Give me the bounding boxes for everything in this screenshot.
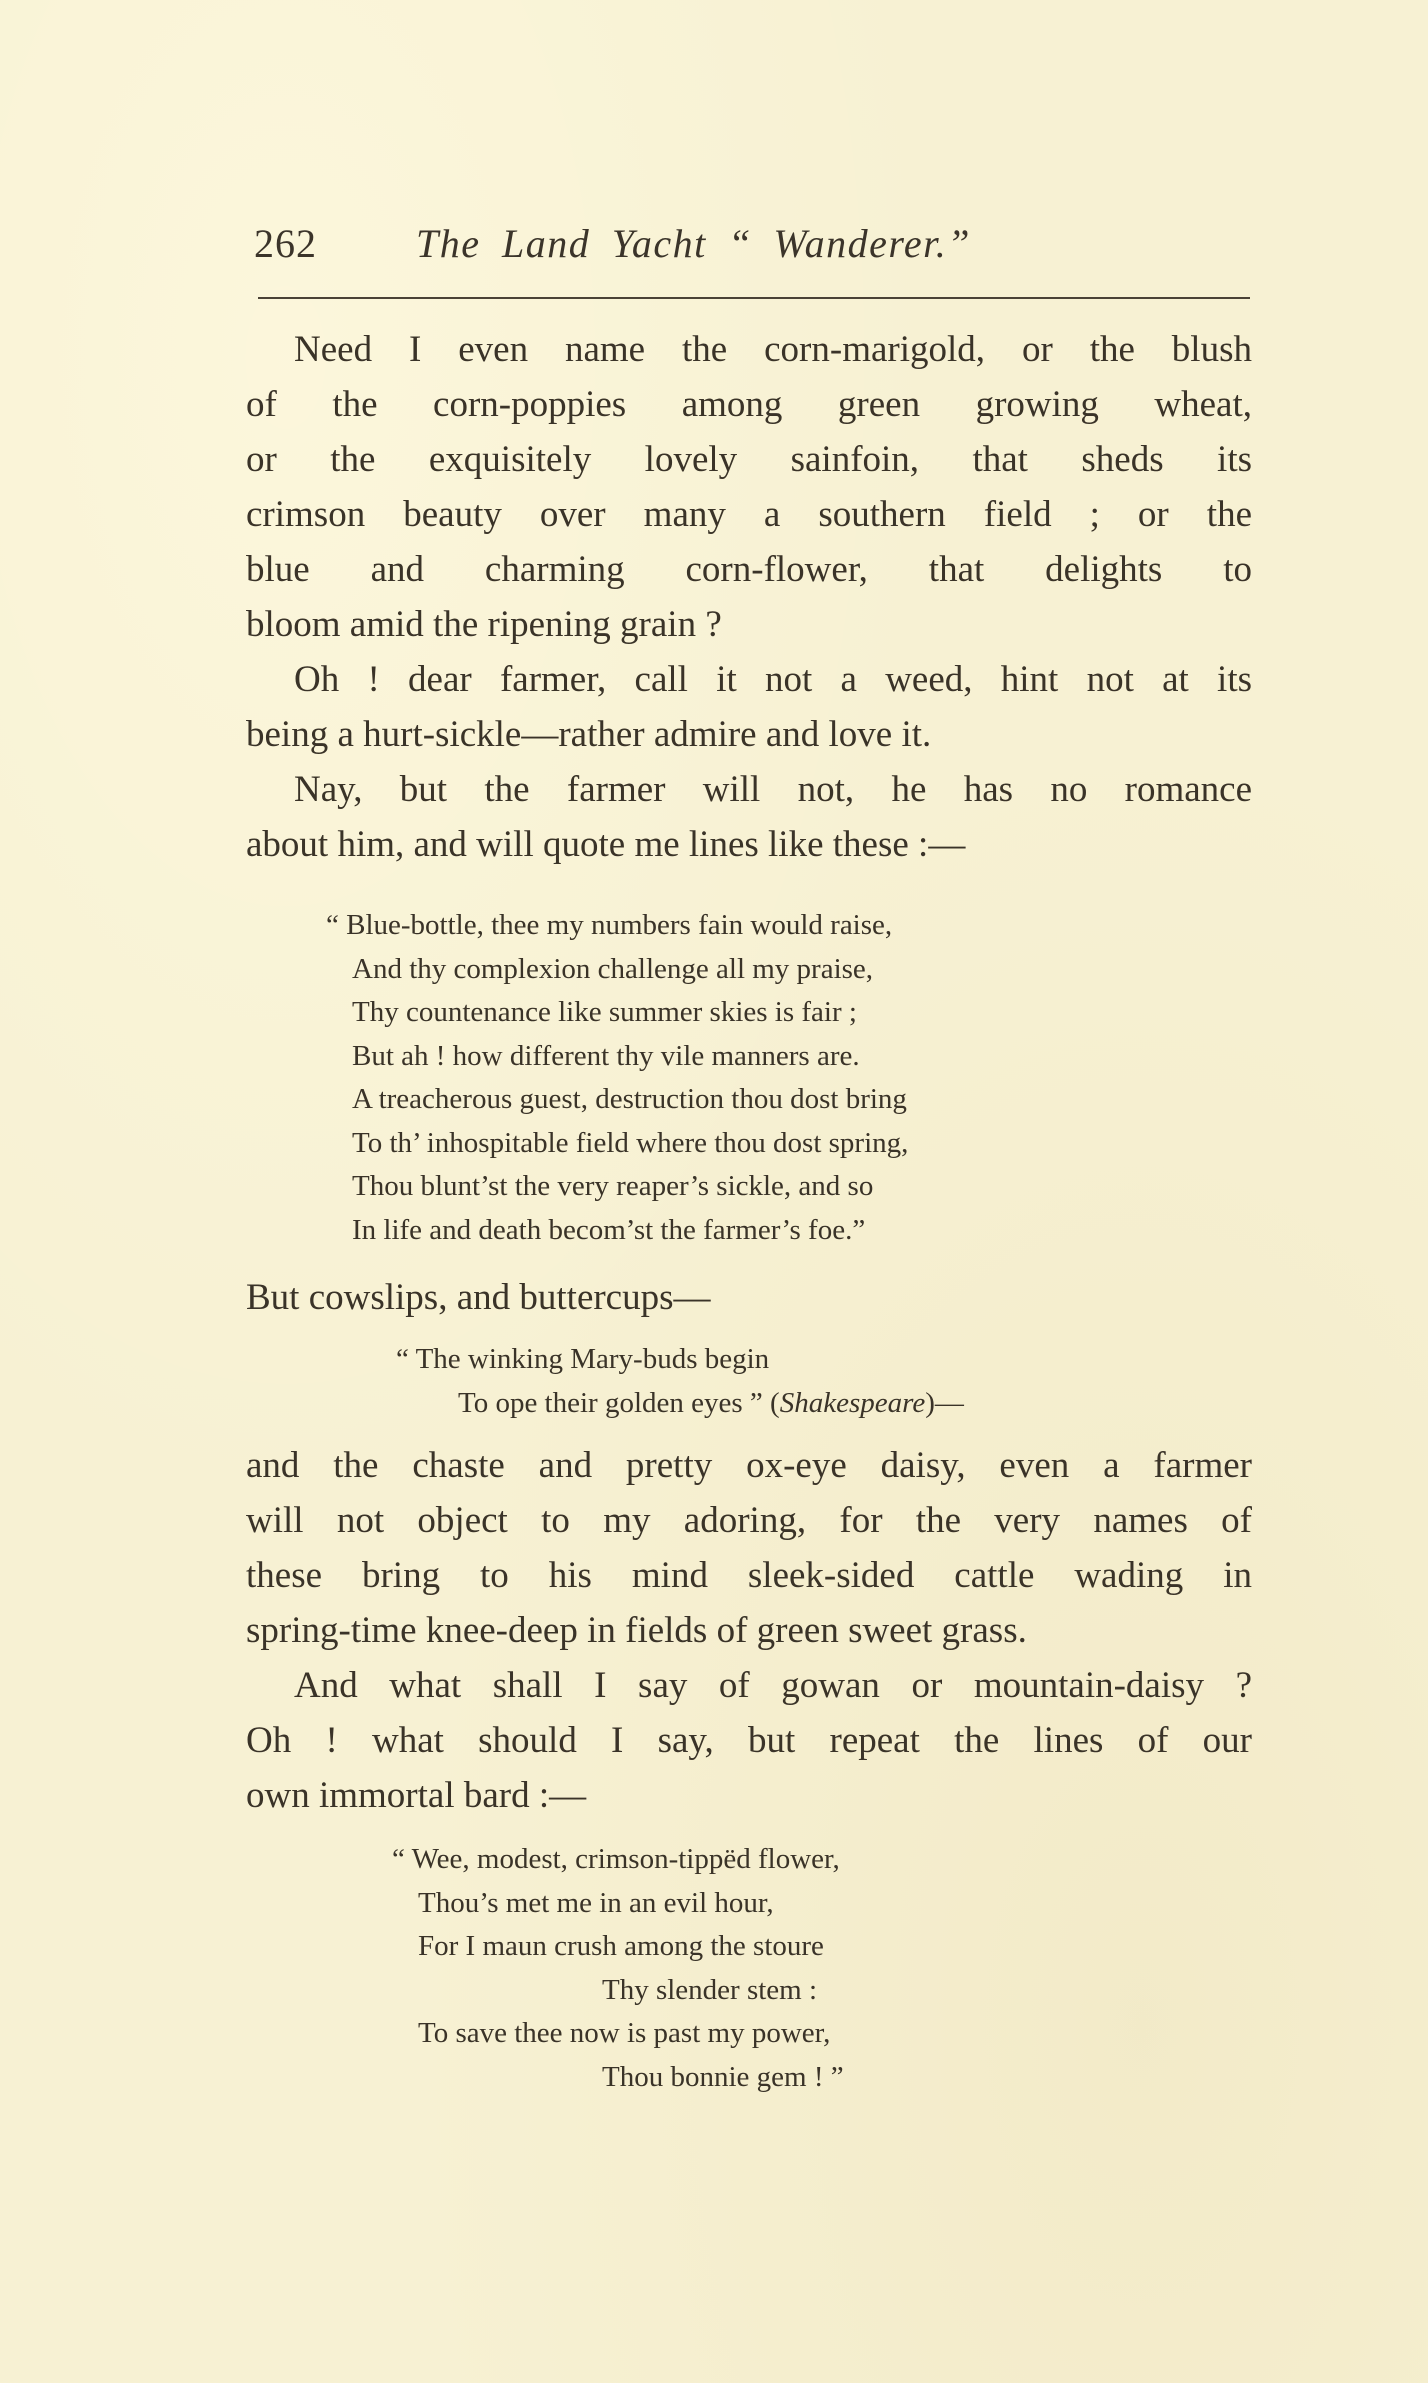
text-line: bloom amid the ripening grain ?: [246, 604, 722, 645]
text-line: Oh ! dear farmer, call it not a weed, hint not at its: [294, 659, 1252, 700]
verse-line: To save thee now is past my power,: [418, 2017, 831, 2049]
quote-mountain-daisy-burns: [392, 1838, 844, 2099]
verse-line: In life and death becom’st the farmer’s foe.”: [352, 1213, 866, 1246]
text-line: and the chaste and pretty ox-eye daisy, even a farmer: [246, 1445, 1252, 1486]
verse-text: )—: [925, 1386, 964, 1419]
verse-line: To th’ inhospitable field where thou dost spring,: [352, 1126, 909, 1159]
text-line: or the exquisitely lovely sainfoin, that sheds its: [246, 439, 1252, 480]
verse-line: Thy countenance like summer skies is fair ;: [352, 996, 857, 1028]
text-line: of the corn-poppies among green growing wheat,: [246, 384, 1252, 425]
verse-line: But ah ! how different thy vile manners are.: [352, 1039, 860, 1072]
verse-line: Thou bonnie gem ! ”: [602, 2060, 844, 2093]
verse-line: Thy slender stem :: [602, 1973, 818, 2006]
page-number: 262: [254, 221, 317, 266]
running-head: [254, 214, 1254, 274]
header-rule: [258, 297, 1250, 299]
text-line: Nay, but the farmer will not, he has no romance: [294, 769, 1252, 810]
quote-mary-buds: [396, 1338, 964, 1425]
verse-line: Thou blunt’st the very reaper’s sickle, and so: [352, 1170, 874, 1202]
verse-line: Thou’s met me in an evil hour,: [418, 1886, 774, 1919]
verse-line: “ Wee, modest, crimson-tippëd flower,: [392, 1843, 840, 1875]
text-line: blue and charming corn-flower, that delights to: [246, 549, 1252, 590]
verse-line: “ The winking Mary-buds begin: [396, 1343, 770, 1375]
text-line: And what shall I say of gowan or mountain-daisy ?: [294, 1665, 1252, 1706]
text-line: about him, and will quote me lines like these :—: [246, 824, 966, 865]
attribution-shakespeare: Shakespeare: [779, 1386, 926, 1419]
verse-line: For I maun crush among the stoure: [418, 1930, 824, 1962]
paragraph-cowslips: [246, 1270, 1252, 1325]
text-line: spring-time knee-deep in fields of green sweet grass.: [246, 1610, 1027, 1651]
quote-blue-bottle: [326, 904, 908, 1252]
running-title: The Land Yacht “ Wanderer.”: [416, 221, 972, 266]
verse-line: [396, 1382, 964, 1426]
paragraph-no-romance: [246, 762, 1252, 872]
paragraph-ox-eye-daisy: [246, 1438, 1252, 1658]
paragraph-corn-flowers: [246, 322, 1252, 652]
verse-text: To ope their golden eyes ” (: [458, 1386, 780, 1419]
verse-line: A treacherous guest, destruction thou dost bring: [352, 1083, 907, 1115]
verse-line: And thy complexion challenge all my praise,: [352, 952, 874, 985]
paragraph-mountain-daisy: [246, 1658, 1252, 1823]
text-line: crimson beauty over many a southern field ; or the: [246, 494, 1252, 535]
text-line: Oh ! what should I say, but repeat the lines of our: [246, 1720, 1252, 1761]
paragraph-dear-farmer: [246, 652, 1252, 762]
verse-line: “ Blue-bottle, thee my numbers fain would raise,: [326, 909, 893, 941]
text-line: being a hurt-sickle—rather admire and love it.: [246, 714, 932, 755]
text-line: own immortal bard :—: [246, 1775, 587, 1816]
text-line: But cowslips, and buttercups—: [246, 1277, 711, 1318]
text-line: will not object to my adoring, for the very names of: [246, 1500, 1252, 1541]
text-line: these bring to his mind sleek-sided cattle wading in: [246, 1555, 1252, 1596]
text-line: Need I even name the corn-marigold, or the blush: [294, 329, 1252, 370]
